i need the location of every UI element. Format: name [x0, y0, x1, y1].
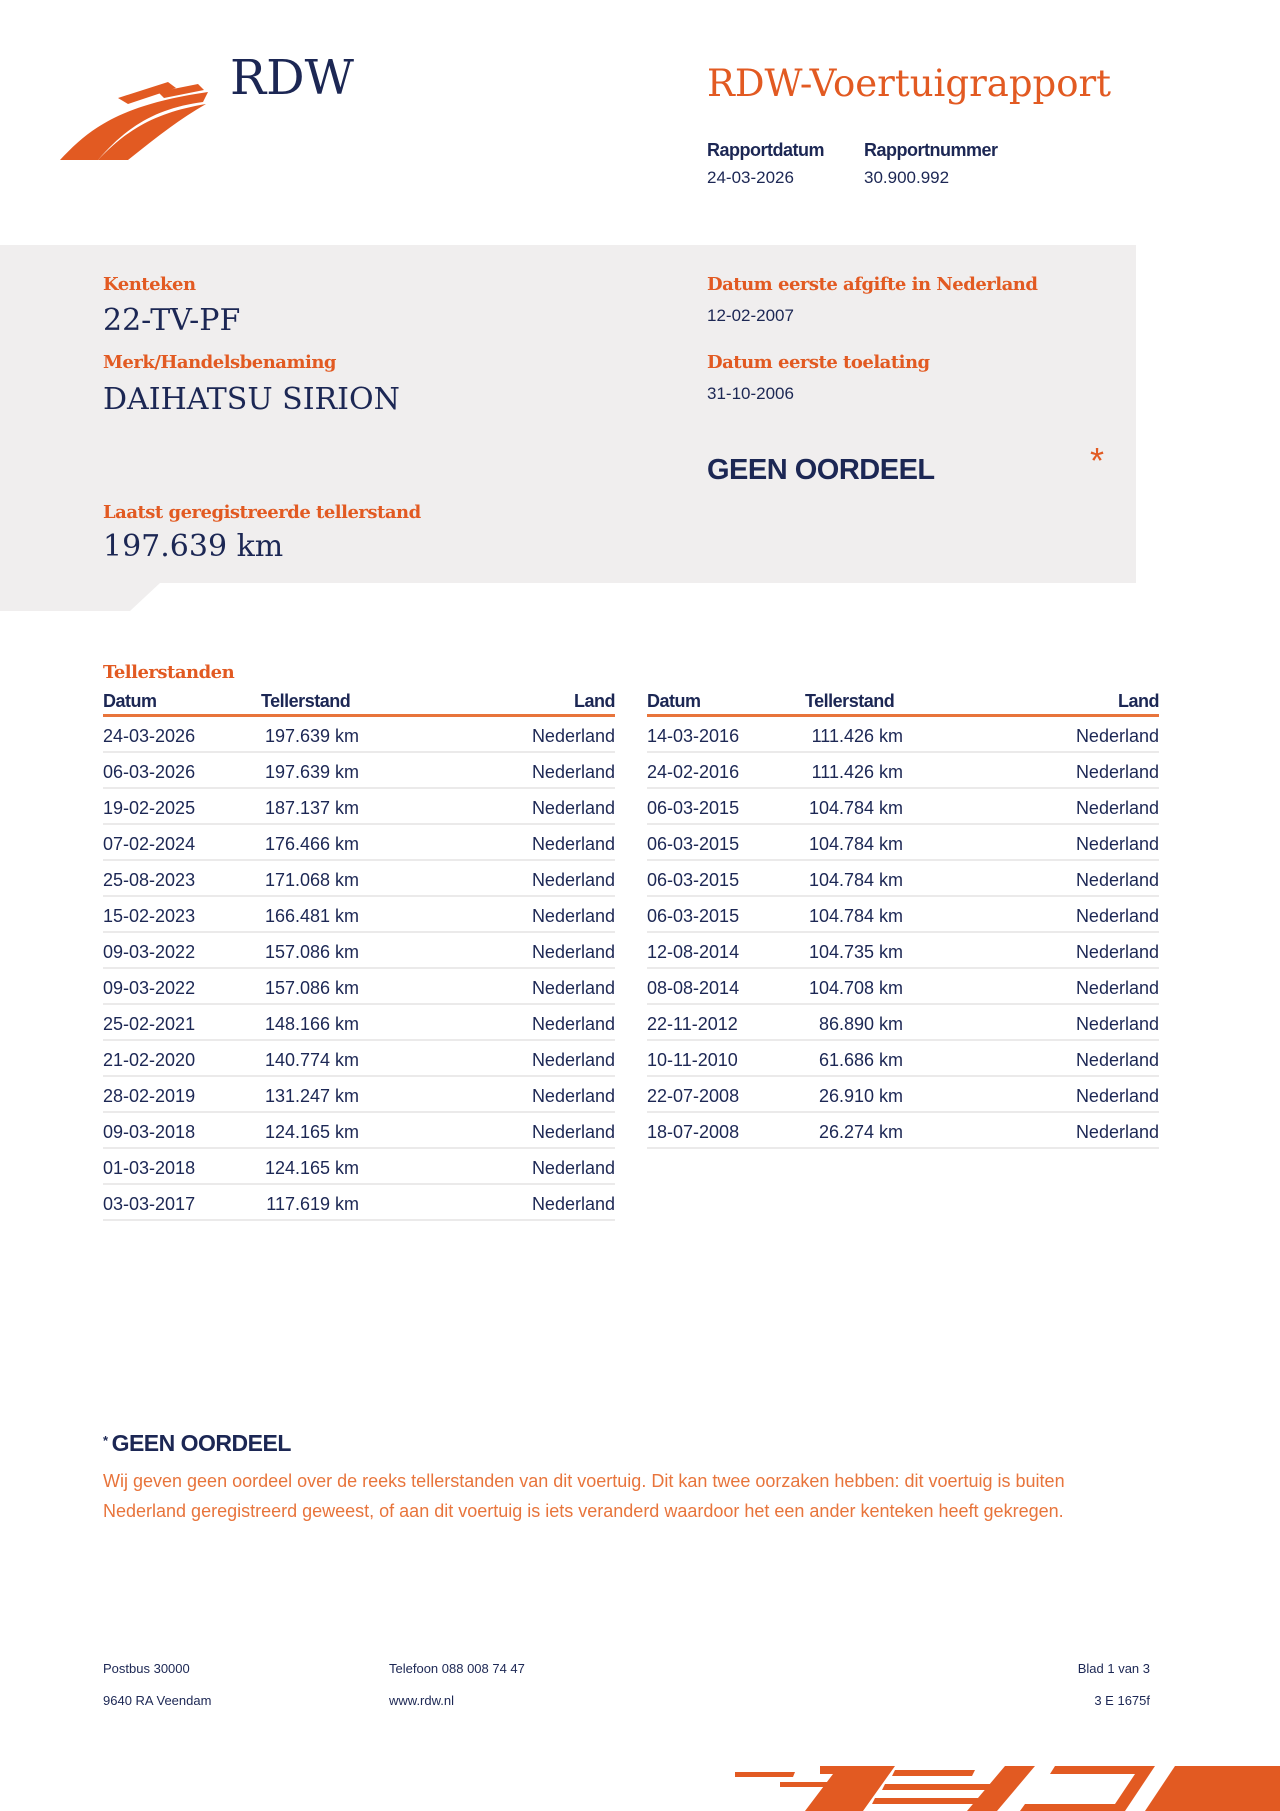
reading-date: 06-03-2026 — [103, 762, 196, 782]
table-row — [103, 825, 615, 861]
reading-country: Nederland — [531, 1194, 615, 1214]
reading-odometer: 176.466 km — [264, 834, 359, 854]
table-row — [647, 1005, 1159, 1041]
last-odometer-value: 197.639 km — [103, 529, 284, 564]
table-row — [103, 969, 615, 1005]
reading-odometer: 157.086 km — [264, 942, 359, 962]
first-admission-value: 31-10-2006 — [707, 384, 794, 403]
reading-odometer: 104.784 km — [808, 906, 903, 926]
reading-country: Nederland — [531, 798, 615, 818]
table-row — [103, 933, 615, 969]
reading-date: 10-11-2010 — [647, 1050, 738, 1070]
reading-country: Nederland — [531, 906, 615, 926]
rdw-stripes-graphic — [735, 1760, 1280, 1811]
table-row — [647, 897, 1159, 933]
readings-title: Tellerstanden — [103, 662, 235, 683]
reading-country: Nederland — [531, 1086, 615, 1106]
reading-odometer: 111.426 km — [811, 762, 903, 782]
reading-country: Nederland — [1075, 1014, 1159, 1034]
reading-odometer: 61.686 km — [818, 1050, 903, 1070]
column-header-country: Land — [574, 691, 615, 711]
reading-date: 14-03-2016 — [647, 726, 740, 746]
reading-odometer: 104.784 km — [808, 834, 903, 854]
reading-odometer: 124.165 km — [264, 1158, 359, 1178]
table-row — [103, 1149, 615, 1185]
reading-date: 09-03-2018 — [103, 1122, 196, 1142]
table-row — [647, 1113, 1159, 1149]
reading-odometer: 131.247 km — [264, 1086, 359, 1106]
table-header — [103, 690, 615, 717]
footnote-text: Wij geven geen oordeel over de reeks tellerstanden van dit voertuig. Dit kan twee oorzaken hebben: dit voertuig is buiten Nederland geregistreerd geweest, of aan dit voertuig is iets veranderd waardoor het een ander kenteken heeft gekregen. — [103, 1471, 1065, 1521]
reading-odometer: 104.708 km — [808, 978, 903, 998]
reading-odometer: 197.639 km — [264, 726, 359, 746]
table-row — [647, 1077, 1159, 1113]
reading-odometer: 111.426 km — [811, 726, 903, 746]
reading-odometer: 86.890 km — [818, 1014, 903, 1034]
reading-date: 25-02-2021 — [103, 1014, 196, 1034]
reading-date: 06-03-2015 — [647, 798, 740, 818]
footer-city: 9640 RA Veendam — [103, 1693, 212, 1708]
report-number-label: Rapportnummer — [864, 140, 998, 160]
reading-country: Nederland — [531, 1050, 615, 1070]
readings-table-left — [103, 690, 615, 1221]
table-row — [647, 717, 1159, 753]
reading-odometer: 26.910 km — [818, 1086, 903, 1106]
reading-country: Nederland — [1075, 834, 1159, 854]
reading-country: Nederland — [1075, 762, 1159, 782]
table-header — [647, 690, 1159, 717]
reading-country: Nederland — [1075, 1050, 1159, 1070]
reading-date: 22-11-2012 — [647, 1014, 738, 1034]
reading-country: Nederland — [1075, 1086, 1159, 1106]
reading-country: Nederland — [531, 762, 615, 782]
reading-odometer: 104.784 km — [808, 870, 903, 890]
reading-date: 12-08-2014 — [647, 942, 740, 962]
reading-date: 01-03-2018 — [103, 1158, 196, 1178]
column-header-odometer: Tellerstand — [805, 691, 895, 711]
reading-country: Nederland — [1075, 870, 1159, 890]
footer-phone: Telefoon 088 008 74 47 — [389, 1661, 525, 1676]
reading-odometer: 117.619 km — [266, 1194, 359, 1214]
panel-corner-shape — [0, 583, 160, 611]
reading-country: Nederland — [1075, 978, 1159, 998]
reading-odometer: 166.481 km — [264, 906, 359, 926]
column-header-date: Datum — [647, 691, 701, 711]
make-value: DAIHATSU SIRION — [103, 382, 400, 417]
reading-date: 24-02-2016 — [647, 762, 740, 782]
footer-postbox: Postbus 30000 — [103, 1661, 190, 1676]
reading-odometer: 124.165 km — [264, 1122, 359, 1142]
reading-odometer: 140.774 km — [264, 1050, 359, 1070]
reading-date: 18-07-2008 — [647, 1122, 740, 1142]
reading-date: 09-03-2022 — [103, 942, 196, 962]
reading-odometer: 187.137 km — [264, 798, 359, 818]
reading-country: Nederland — [531, 942, 615, 962]
table-row — [103, 1077, 615, 1113]
table-row — [103, 717, 615, 753]
verdict-footnote-marker: * — [1090, 440, 1105, 481]
reading-date: 22-07-2008 — [647, 1086, 740, 1106]
reading-date: 07-02-2024 — [103, 834, 196, 854]
plate-value: 22-TV-PF — [103, 303, 241, 338]
reading-date: 06-03-2015 — [647, 834, 740, 854]
table-row — [103, 789, 615, 825]
reading-odometer: 197.639 km — [264, 762, 359, 782]
first-issue-nl-label: Datum eerste afgifte in Nederland — [707, 274, 1038, 295]
column-header-odometer: Tellerstand — [261, 691, 351, 711]
report-date-label: Rapportdatum — [707, 140, 824, 160]
reading-odometer: 171.068 km — [264, 870, 359, 890]
reading-country: Nederland — [1075, 798, 1159, 818]
reading-country: Nederland — [1075, 942, 1159, 962]
table-row — [647, 1041, 1159, 1077]
reading-country: Nederland — [531, 1014, 615, 1034]
first-issue-nl-value: 12-02-2007 — [707, 306, 794, 325]
reading-odometer: 157.086 km — [264, 978, 359, 998]
reading-country: Nederland — [1075, 906, 1159, 926]
report-title: RDW-Voertuigrapport — [707, 62, 1112, 105]
table-row — [103, 1185, 615, 1221]
reading-date: 28-02-2019 — [103, 1086, 196, 1106]
reading-date: 24-03-2026 — [103, 726, 196, 746]
footnote-title-text: GEEN OORDEEL — [111, 1430, 291, 1456]
reading-date: 06-03-2015 — [647, 906, 740, 926]
table-row — [103, 753, 615, 789]
reading-odometer: 104.784 km — [808, 798, 903, 818]
readings-table-right — [647, 690, 1159, 1149]
table-row — [647, 861, 1159, 897]
reading-country: Nederland — [531, 834, 615, 854]
reading-date: 15-02-2023 — [103, 906, 196, 926]
reading-odometer: 26.274 km — [818, 1122, 903, 1142]
reading-date: 19-02-2025 — [103, 798, 196, 818]
footer-website[interactable]: www.rdw.nl — [389, 1693, 455, 1708]
reading-country: Nederland — [531, 978, 615, 998]
reading-date: 08-08-2014 — [647, 978, 740, 998]
table-row — [647, 789, 1159, 825]
reading-country: Nederland — [531, 1158, 615, 1178]
make-label: Merk/Handelsbenaming — [103, 352, 337, 373]
footer-page-number: Blad 1 van 3 — [1077, 1661, 1150, 1676]
footnote-title — [103, 1430, 291, 1457]
verdict-status: GEEN OORDEEL — [707, 454, 935, 486]
table-row — [647, 753, 1159, 789]
reading-country: Nederland — [531, 1122, 615, 1142]
table-row — [103, 1113, 615, 1149]
column-header-date: Datum — [103, 691, 157, 711]
report-number: 30.900.992 — [864, 168, 950, 187]
footnote-marker: * — [103, 1433, 108, 1448]
reading-odometer: 148.166 km — [264, 1014, 359, 1034]
rdw-logo-icon — [58, 80, 210, 162]
table-row — [103, 897, 615, 933]
column-header-country: Land — [1118, 691, 1159, 711]
reading-country: Nederland — [1075, 726, 1159, 746]
reading-odometer: 104.735 km — [808, 942, 903, 962]
table-row — [103, 1005, 615, 1041]
reading-country: Nederland — [531, 726, 615, 746]
table-row — [647, 933, 1159, 969]
table-row — [647, 969, 1159, 1005]
reading-date: 06-03-2015 — [647, 870, 740, 890]
plate-label: Kenteken — [103, 274, 196, 295]
reading-country: Nederland — [531, 870, 615, 890]
table-row — [103, 1041, 615, 1077]
reading-country: Nederland — [1075, 1122, 1159, 1142]
report-date: 24-03-2026 — [707, 168, 794, 187]
last-odometer-label: Laatst geregistreerde tellerstand — [103, 502, 421, 523]
footer-document-code: 3 E 1675f — [1094, 1693, 1150, 1708]
first-admission-label: Datum eerste toelating — [707, 352, 930, 373]
reading-date: 21-02-2020 — [103, 1050, 196, 1070]
table-row — [103, 861, 615, 897]
reading-date: 25-08-2023 — [103, 870, 196, 890]
brand-name: RDW — [230, 50, 354, 106]
reading-date: 09-03-2022 — [103, 978, 196, 998]
table-row — [647, 825, 1159, 861]
reading-date: 03-03-2017 — [103, 1194, 196, 1214]
